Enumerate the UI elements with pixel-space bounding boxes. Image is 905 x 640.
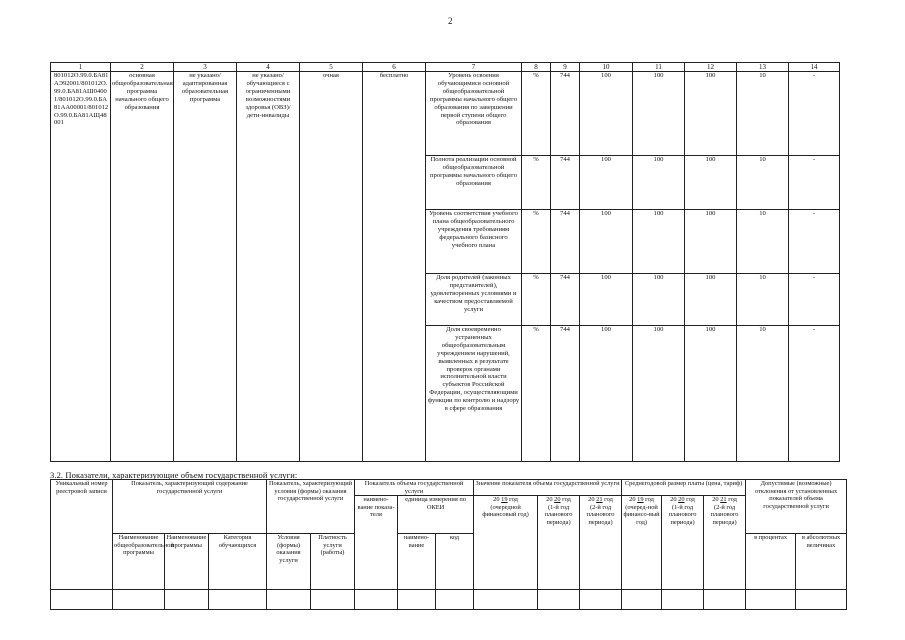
cell: [474, 590, 538, 610]
unit-code: 744: [551, 156, 580, 210]
col-number: 12: [685, 63, 737, 72]
deviation-absolute: -: [789, 326, 840, 462]
value-year-2: 100: [633, 326, 685, 462]
content-indicator-1: основная общеобразовательная программа начального общего образования: [111, 72, 174, 462]
indicator-name: Уровень освоения обучающимися основной общеобразовательной программы начального общего образования по завершении первой ступени общего образования: [426, 72, 522, 156]
col-number: 14: [789, 63, 840, 72]
indicator-name: Доля своевременно устраненных общеобразовательным учреждением нарушений, выявленных в результате проверок органами исполнительной власти субъектов Российской Федерации, осуществляющими функции по контролю и надзору в сфере образования: [426, 326, 522, 462]
indicator-name: Полнота реализации основной общеобразовательной программы начального общего образования: [426, 156, 522, 210]
col-number: 7: [426, 63, 522, 72]
value-year-2: 100: [633, 210, 685, 274]
unit-code: 744: [551, 72, 580, 156]
header-price-year-1: 20 19 год (очеред-ной финансо-вый год): [622, 496, 662, 590]
cell: [398, 590, 436, 610]
header-price-year-2: 20 20 год (1-й год планового периода): [662, 496, 704, 590]
cell: [355, 590, 398, 610]
unit-name: %: [522, 326, 551, 462]
col-number: 2: [111, 63, 174, 72]
col-number: 11: [633, 63, 685, 72]
deviation-percent: 10: [737, 72, 789, 156]
header-program-name: Наименование общеобразовательной программы: [113, 534, 165, 590]
header-category: Категория обучающихся: [209, 534, 267, 590]
registry-number: 801012О.99.0.БА81АЭ92001/801012О.99.0.БА81АШ04001/801012О.99.0.БА81АА00001/801012О.99.0.БА81АЩ48001: [51, 72, 111, 462]
content-indicator-2: не указано/ адаптированная образовательная программа: [174, 72, 237, 462]
value-year-3: 100: [685, 210, 737, 274]
value-year-1: 100: [580, 210, 633, 274]
value-year-3: 100: [685, 274, 737, 326]
page-number: 2: [448, 16, 453, 26]
header-unit-name: наимено-вание: [398, 534, 436, 590]
col-number: 10: [580, 63, 633, 72]
cell: [662, 590, 704, 610]
value-year-1: 100: [580, 326, 633, 462]
col-number: 4: [237, 63, 300, 72]
value-year-1: 100: [580, 156, 633, 210]
value-year-2: 100: [633, 72, 685, 156]
unit-code: 744: [551, 210, 580, 274]
header-volume-unit: единица измерения по ОКЕИ: [398, 496, 474, 534]
quality-indicators-table: [50, 62, 840, 462]
unit-code: 744: [551, 326, 580, 462]
header-condition-indicator: Показатель, характеризующий условия (формы) оказания государственной услуги: [267, 480, 355, 534]
cell: [746, 590, 796, 610]
deviation-percent: 10: [737, 156, 789, 210]
header-price-year-3: 20 21 год (2-й год планового периода): [704, 496, 746, 590]
header-content-indicator: Показатель, характеризующий содержание государственной услуги: [113, 480, 267, 534]
cell: [436, 590, 474, 610]
header-average-price: Среднегодовой размер платы (цена, тариф): [622, 480, 746, 496]
col-number: 6: [363, 63, 426, 72]
value-year-3: 100: [685, 72, 737, 156]
cell: [538, 590, 580, 610]
cell: [165, 590, 209, 610]
col-number: 3: [174, 63, 237, 72]
content-indicator-3: не указано/ обучающиеся с ограниченными возможностями здоровья (ОВЗ)/ дети-инвалиды: [237, 72, 300, 462]
header-value-year-2: 20 20 год (1-й год планового периода): [538, 496, 580, 590]
deviation-percent: 10: [737, 326, 789, 462]
value-year-1: 100: [580, 274, 633, 326]
header-name: Наименование программы: [165, 534, 209, 590]
col-number: 1: [51, 63, 111, 72]
header-value-year-3: 20 21 год (2-й год планового периода): [580, 496, 622, 590]
unit-name: %: [522, 72, 551, 156]
indicator-name: Доля родителей (законных представителей), удовлетворенных условиями и качеством предоставляемой услуги: [426, 274, 522, 326]
table-row: [51, 72, 840, 156]
condition-indicator-2: бесплатно: [363, 72, 426, 462]
header-unique-number: Уникальный номер реестровой записи: [51, 480, 113, 590]
value-year-2: 100: [633, 274, 685, 326]
col-number: 8: [522, 63, 551, 72]
header-volume-value: Значение показателя объема государственной услуги: [474, 480, 622, 496]
header-condition-form: Условия (формы) оказания услуги: [267, 534, 311, 590]
value-year-3: 100: [685, 156, 737, 210]
cell: [704, 590, 746, 610]
header-deviation-absolute: в абсолютных величинах: [796, 534, 847, 590]
deviation-absolute: -: [789, 72, 840, 156]
col-number: 9: [551, 63, 580, 72]
cell: [580, 590, 622, 610]
table-row: [51, 590, 847, 610]
deviation-percent: 10: [737, 274, 789, 326]
cell: [796, 590, 847, 610]
cell: [113, 590, 165, 610]
header-value-year-1: 20 19 год (очередной финансовый год): [474, 496, 538, 590]
unit-name: %: [522, 156, 551, 210]
cell: [267, 590, 311, 610]
cell: [209, 590, 267, 610]
header-payment: Платность услуги (работы): [311, 534, 355, 590]
deviation-absolute: -: [789, 210, 840, 274]
header-volume-indicator: Показатель объема государственной услуги: [355, 480, 474, 496]
cell: [51, 590, 113, 610]
header-volume-name: наимено-вание показа-теля: [355, 496, 398, 590]
col-number: 13: [737, 63, 789, 72]
condition-indicator-1: очная: [300, 72, 363, 462]
cell: [311, 590, 355, 610]
header-deviation-percent: в процентах: [746, 534, 796, 590]
value-year-1: 100: [580, 72, 633, 156]
unit-name: %: [522, 274, 551, 326]
indicator-name: Уровень соответствия учебного плана общеобразовательного учреждения требованиям федерального базисного учебного плана: [426, 210, 522, 274]
col-number: 5: [300, 63, 363, 72]
value-year-2: 100: [633, 156, 685, 210]
unit-name: %: [522, 210, 551, 274]
column-number-row: [51, 63, 840, 72]
deviation-percent: 10: [737, 210, 789, 274]
header-allowed-deviation: Допустимые (возможные) отклонения от установленных показателей объема государственной услуги: [746, 480, 847, 534]
volume-indicators-table: [50, 479, 847, 610]
deviation-absolute: -: [789, 156, 840, 210]
deviation-absolute: -: [789, 274, 840, 326]
unit-code: 744: [551, 274, 580, 326]
section-title: 3.2. Показатели, характеризующие объем государственной услуги:: [50, 470, 298, 480]
cell: [622, 590, 662, 610]
value-year-3: 100: [685, 326, 737, 462]
header-unit-code: код: [436, 534, 474, 590]
